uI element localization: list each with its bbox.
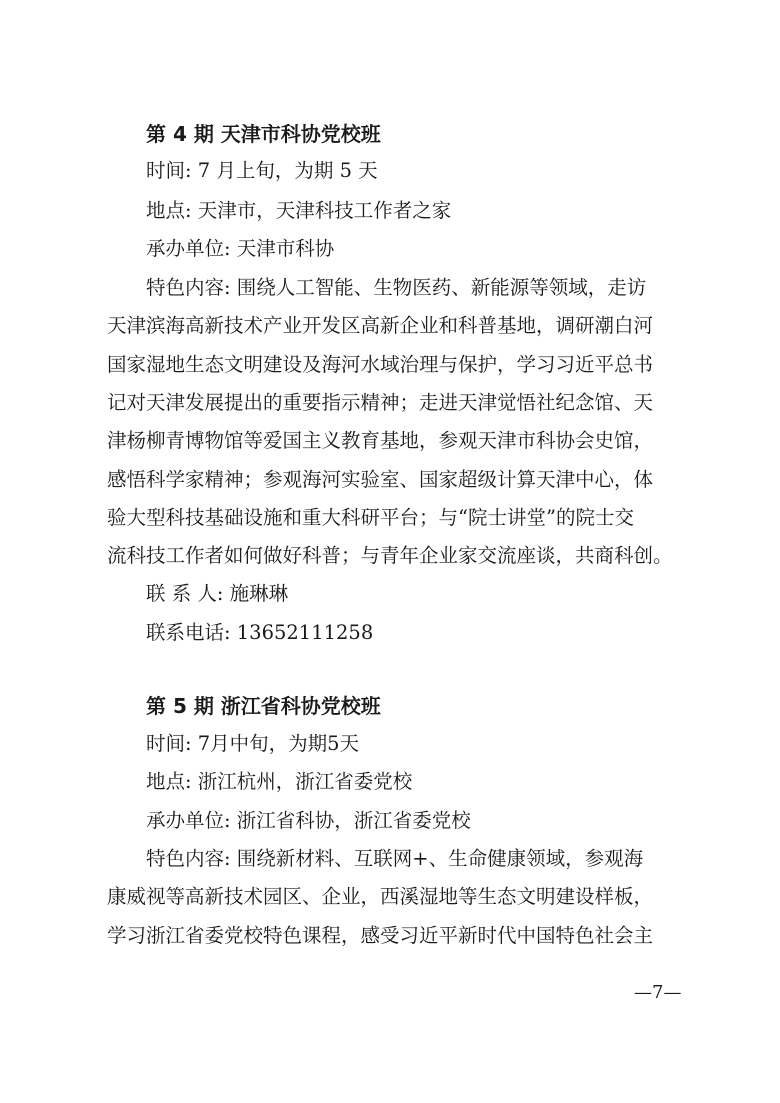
section-5-heading: 第 5 期 浙江省科协党校班 (146, 694, 381, 718)
section-5-content-line: 特色内容: 围绕新材料、互联网+、生命健康领域，参观海 (146, 847, 644, 870)
section-4-content-line: 记对天津发展提出的重要指示精神；走进天津觉悟社纪念馆、天 (107, 391, 654, 414)
section-5-time: 时间: 7月中旬，为期5天 (146, 732, 360, 755)
section-4-content-line: 流科技工作者如何做好科普；与青年企业家交流座谈，共商科创。 (107, 544, 673, 567)
section-5-content-line: 学习浙江省委党校特色课程，感受习近平新时代中国特色社会主 (107, 924, 654, 947)
section-4-content-line: 感悟科学家精神；参观海河实验室、国家超级计算天津中心，体 (107, 468, 654, 491)
section-4-content-line: 特色内容: 围绕人工智能、生物医药、新能源等领域，走访 (146, 276, 647, 299)
section-4-content-line: 验大型科技基础设施和重大科研平台；与“院士讲堂”的院士交 (107, 506, 634, 529)
section-4-phone: 联系电话: 13652111258 (146, 621, 374, 644)
section-5-place: 地点: 浙江杭州，浙江省委党校 (146, 770, 413, 793)
section-4-content-line: 天津滨海高新技术产业开发区高新企业和科普基地，调研潮白河 (107, 314, 654, 337)
section-4-content-line: 国家湿地生态文明建设及海河水域治理与保护，学习习近平总书 (107, 353, 654, 376)
section-4-place: 地点: 天津市，天津科技工作者之家 (146, 199, 452, 222)
section-4-time: 时间: 7 月上旬，为期 5 天 (146, 159, 378, 182)
page-number: —7— (634, 982, 682, 1003)
section-4-content-line: 津杨柳青博物馆等爱国主义教育基地，参观天津市科协会史馆， (107, 429, 654, 452)
section-5-organizer: 承办单位: 浙江省科协，浙江省委党校 (146, 809, 471, 832)
section-4-organizer: 承办单位: 天津市科协 (146, 237, 335, 260)
section-4-contact: 联 系 人: 施琳琳 (146, 582, 289, 605)
section-4-heading: 第 4 期 天津市科协党校班 (146, 122, 381, 146)
section-5-content-line: 康威视等高新技术园区、企业，西溪湿地等生态文明建设样板， (107, 885, 654, 908)
